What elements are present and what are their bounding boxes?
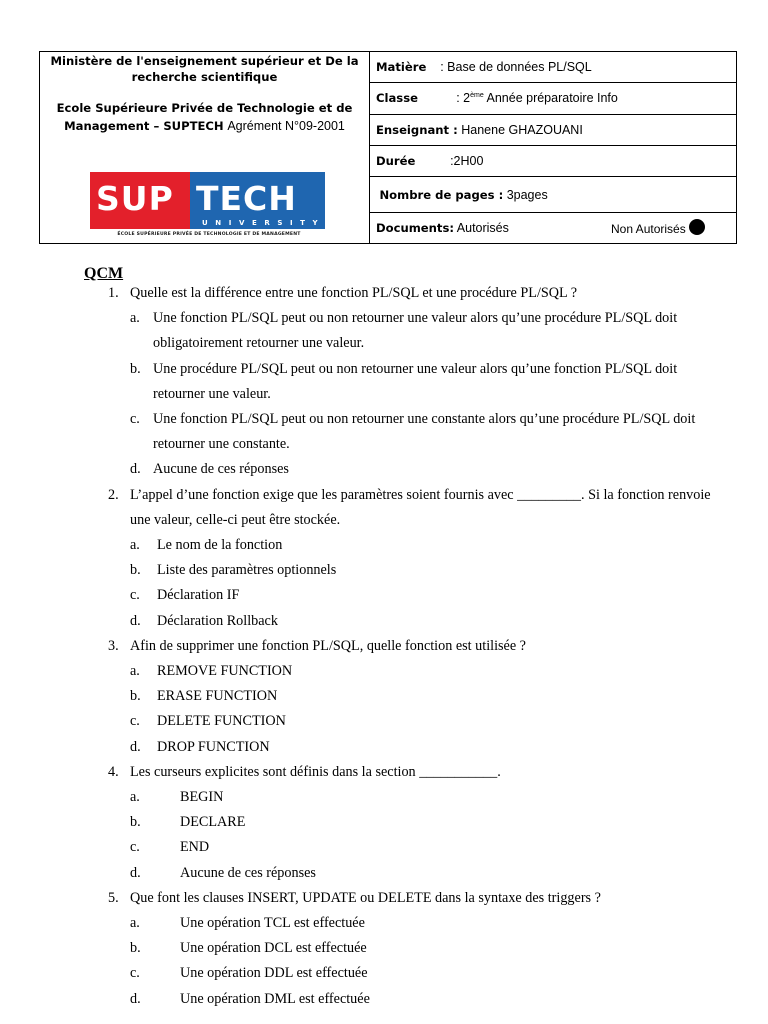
question-number: 2. xyxy=(108,486,119,503)
option-letter: b. xyxy=(130,562,141,579)
option-text: Aucune de ces réponses xyxy=(180,864,316,881)
option-text: Une opération DDL est effectuée xyxy=(180,965,368,982)
option-letter: a. xyxy=(130,537,140,553)
non-autorises-label: Non Autorisés xyxy=(611,222,686,236)
option-text: BEGIN xyxy=(180,789,224,805)
duree-value: :2H00 xyxy=(450,154,484,169)
question-text: une valeur, celle-ci peut être stockée. xyxy=(130,511,341,528)
option-letter: d. xyxy=(130,990,141,1007)
suptech-logo xyxy=(90,172,325,242)
question-number: 4. xyxy=(108,763,119,780)
matiere-label: Matière xyxy=(376,59,427,74)
classe-label: Classe xyxy=(376,91,418,106)
duree-label: Durée xyxy=(376,154,416,169)
school-name xyxy=(40,99,369,135)
logo-word-sup: SUP xyxy=(96,179,174,218)
option-letter: d. xyxy=(130,738,141,755)
option-text: Une opération DML est effectuée xyxy=(180,990,370,1007)
question-text: Que font les clauses INSERT, UPDATE ou DELETE dans la syntaxe des triggers ? xyxy=(130,889,601,906)
option-text: REMOVE FUNCTION xyxy=(157,663,293,679)
documents-value: Autorisés xyxy=(454,221,509,236)
option-letter: c. xyxy=(130,587,140,604)
non-autorises-option xyxy=(611,219,705,237)
enseignant-label: Enseignant : xyxy=(376,123,458,138)
option-letter: b. xyxy=(130,940,141,957)
matiere-row xyxy=(370,52,737,83)
option-text: retourner une valeur. xyxy=(153,385,271,402)
classe-row xyxy=(370,82,737,114)
option-text: DROP FUNCTION xyxy=(157,738,270,755)
option-letter: b. xyxy=(130,814,141,831)
option-letter: b. xyxy=(130,360,141,377)
option-letter: c. xyxy=(130,965,140,982)
option-letter: d. xyxy=(130,461,141,478)
classe-superscript: ème xyxy=(470,92,484,100)
option-text: Une opération DCL est effectuée xyxy=(180,940,367,957)
option-text: Le nom de la fonction xyxy=(157,537,283,553)
option-text: Une procédure PL/SQL peut ou non retourner une valeur alors qu’une fonction PL/SQL doit xyxy=(153,360,678,377)
option-text: DECLARE xyxy=(180,814,246,831)
option-letter: d. xyxy=(130,864,141,881)
option-letter: a. xyxy=(130,310,140,327)
enseignant-row xyxy=(370,114,737,146)
logo-university: UNIVERSITY xyxy=(202,219,326,227)
option-letter: d. xyxy=(130,612,141,629)
option-letter: a. xyxy=(130,789,140,805)
duree-row xyxy=(370,146,737,177)
option-letter: c. xyxy=(130,713,140,730)
documents-label: Documents: xyxy=(376,221,454,236)
pages-label: Nombre de pages : xyxy=(379,187,504,202)
filled-circle-icon xyxy=(689,219,705,235)
matiere-value: : Base de données PL/SQL xyxy=(440,59,592,74)
question-number: 1. xyxy=(108,285,119,301)
question-number: 5. xyxy=(108,889,119,906)
logo-tagline: ÉCOLE SUPÉRIEURE PRIVÉE DE TECHNOLOGIE ET DE MANAGEMENT xyxy=(117,232,301,237)
qcm-title: QCM xyxy=(84,265,124,282)
question-text: L’appel d’une fonction exige que les paramètres soient fournis avec _________. Si la fonction renvoie xyxy=(130,486,711,503)
option-text: Une opération TCL est effectuée xyxy=(180,915,365,931)
classe-prefix: : 2 xyxy=(456,91,471,106)
school-name-text: Ecole Supérieure Privée de Technologie et de Management – SUPTECH xyxy=(56,101,353,133)
option-text: obligatoirement retourner une valeur. xyxy=(153,335,365,352)
option-text: END xyxy=(180,839,210,856)
pages-row xyxy=(370,177,737,213)
enseignant-value: Hanene GHAZOUANI xyxy=(457,123,583,138)
option-text: Une fonction PL/SQL peut ou non retourner une valeur alors qu’une procédure PL/SQL doit xyxy=(153,310,678,327)
question-text: Quelle est la différence entre une fonction PL/SQL et une procédure PL/SQL ? xyxy=(130,285,578,301)
option-text: Déclaration Rollback xyxy=(157,612,278,629)
option-letter: a. xyxy=(130,915,140,931)
classe-suffix: Année préparatoire Info xyxy=(483,91,618,106)
option-text: Aucune de ces réponses xyxy=(153,461,289,478)
option-text: Déclaration IF xyxy=(157,587,240,604)
question-text: Afin de supprimer une fonction PL/SQL, quelle fonction est utilisée ? xyxy=(130,637,526,654)
option-text: DELETE FUNCTION xyxy=(157,713,286,730)
option-letter: b. xyxy=(130,688,141,705)
option-text: Une fonction PL/SQL peut ou non retourner une constante alors qu’une procédure PL/SQL doit xyxy=(153,411,696,427)
school-agrement: Agrément N°09-2001 xyxy=(227,119,345,133)
option-letter: c. xyxy=(130,839,140,856)
logo-word-tech: TECH xyxy=(196,179,297,218)
institution-cell xyxy=(40,52,370,244)
pages-value: 3pages xyxy=(503,187,548,202)
option-text: retourner une constante. xyxy=(153,436,290,453)
option-letter: a. xyxy=(130,663,140,679)
option-letter: c. xyxy=(130,411,140,427)
question-number: 3. xyxy=(108,637,119,654)
question-text: Les curseurs explicites sont définis dans la section ___________. xyxy=(130,763,501,780)
option-text: Liste des paramètres optionnels xyxy=(157,562,337,579)
option-text: ERASE FUNCTION xyxy=(157,688,278,705)
ministry-name: Ministère de l'enseignement supérieur et De la recherche scientifique xyxy=(50,54,359,84)
exam-header-table xyxy=(39,51,737,244)
